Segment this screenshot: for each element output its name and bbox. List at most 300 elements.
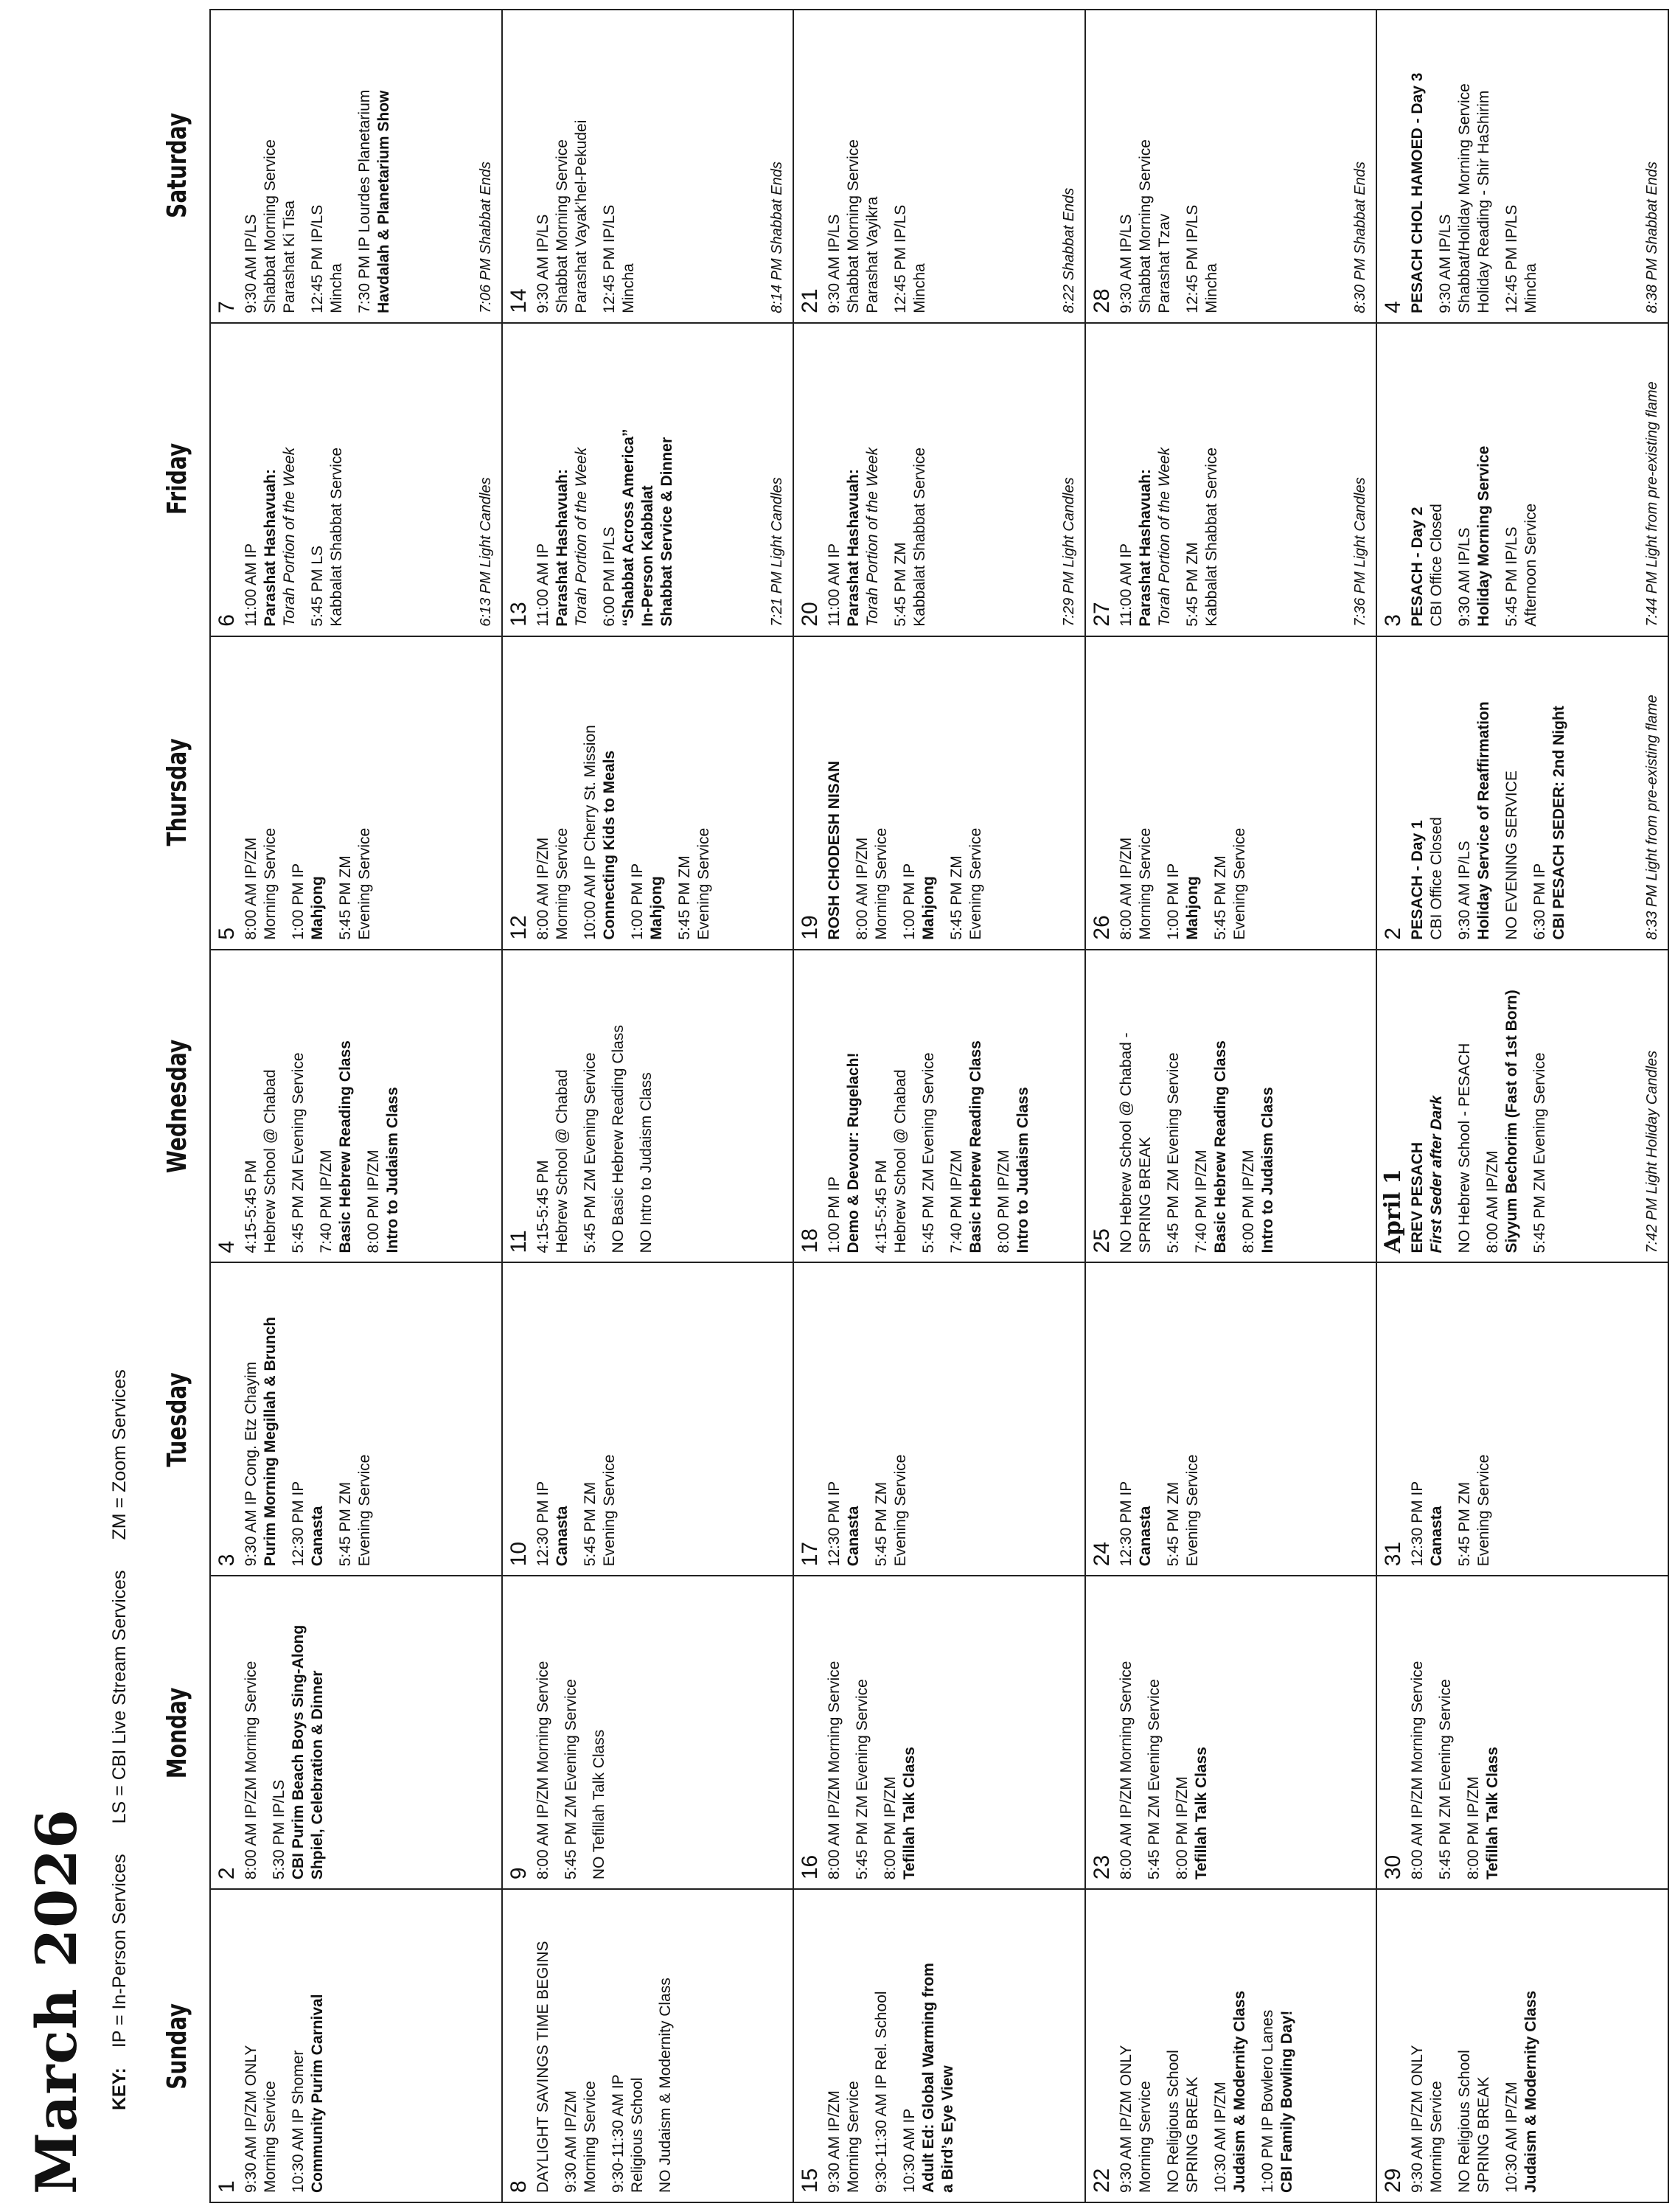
event-entry [1117, 958, 1155, 1253]
event-line: Mincha [1202, 263, 1220, 313]
event-line: Canasta [309, 1506, 326, 1567]
event-entry [825, 958, 863, 1253]
event-line: 11:00 AM IP [826, 543, 843, 627]
event-line: 9:30 AM IP/LS [243, 214, 260, 313]
day-cell [503, 322, 795, 636]
event-line: Morning Service [1428, 2081, 1446, 2193]
event-entry [534, 1584, 553, 1879]
event-line: 11:00 AM IP [1117, 543, 1135, 627]
event-line: 5:45 PM ZM [337, 1481, 354, 1567]
event-entry [1117, 644, 1155, 940]
event-line: 8:00 AM IP/ZM Morning Service [1409, 1660, 1427, 1880]
event-line: 5:45 PM ZM Evening Service [581, 1052, 599, 1253]
event-line: 5:45 PM ZM [337, 855, 354, 940]
event-entry [881, 1584, 919, 1879]
event-line: 8:00 PM IP/ZM [1239, 1150, 1257, 1253]
event-line: 10:30 AM IP [901, 2108, 919, 2193]
event-entry [825, 331, 882, 627]
event-line: Hebrew School @ Chabad [262, 1069, 279, 1253]
event-line: Morning Service [873, 827, 891, 940]
candle-time-note: 7:06 PM Shabbat Ends [477, 161, 494, 313]
event-line: Torah Portion of the Week [572, 447, 590, 627]
event-line: 5:45 PM ZM [892, 542, 910, 627]
event-entry [1455, 331, 1494, 627]
day-cell [794, 9, 1086, 322]
day-cell [1086, 1888, 1378, 2202]
event-entry [1117, 1897, 1155, 2193]
day-number: 23 [1089, 1854, 1114, 1880]
event-line: 8:00 PM IP/ZM [1173, 1776, 1191, 1880]
event-entry [289, 1270, 327, 1566]
event-entry [581, 644, 619, 940]
weekday-tuesday: Tuesday [161, 1371, 192, 1467]
day-number: 31 [1381, 1541, 1406, 1567]
event-entry [355, 18, 394, 313]
event-entry [609, 1897, 647, 2193]
event-line: Evening Service [356, 1454, 373, 1567]
event-entry [872, 1897, 891, 2193]
event-entry [242, 1897, 280, 2193]
event-entry [1436, 18, 1494, 313]
candle-time-note: 8:14 PM Shabbat Ends [769, 161, 786, 313]
event-entry [947, 644, 986, 940]
event-line: 5:45 PM ZM Evening Service [1437, 1679, 1455, 1880]
day-cell [211, 9, 503, 322]
day-cell [1377, 9, 1669, 322]
event-line: Parashat Hashavuah: [262, 469, 279, 627]
candle-time-note: 8:33 PM Light from pre-existing flame [1644, 695, 1660, 940]
event-entry [242, 644, 280, 940]
event-line: DAYLIGHT SAVINGS TIME BEGINS [534, 1941, 551, 2193]
event-line: 4:15-5:45 PM [534, 1160, 551, 1253]
event-entry [609, 958, 628, 1253]
event-entry [600, 18, 638, 313]
event-entry [637, 958, 656, 1253]
event-line: Adult Ed: Global Warming from [920, 1963, 938, 2193]
event-entry [825, 1897, 863, 2193]
day-cell [1377, 1888, 1669, 2202]
event-entry [825, 1584, 844, 1879]
event-line: Evening Service [1230, 827, 1248, 940]
event-line: NO Basic Hebrew Reading Class [609, 1025, 627, 1253]
event-line: Mincha [619, 263, 637, 313]
event-line: Mincha [1522, 263, 1540, 313]
event-line: Parashat Hashavuah: [553, 469, 571, 627]
day-number: 21 [798, 288, 823, 313]
event-entry [891, 331, 930, 627]
day-cell [1086, 636, 1378, 949]
event-line: Shabbat Morning Service [845, 139, 863, 313]
day-number: 14 [506, 288, 531, 313]
event-line: Evening Service [356, 827, 373, 940]
event-entry [1531, 644, 1569, 940]
event-entry [562, 1584, 581, 1879]
event-entry [1408, 1270, 1446, 1566]
weekday-sunday: Sunday [161, 2003, 192, 2090]
event-line: NO Hebrew School - PESACH [1456, 1043, 1474, 1253]
day-cell [211, 636, 503, 949]
event-entry [1531, 958, 1550, 1253]
event-line: 9:30 AM IP/LS [534, 214, 551, 313]
event-entry [581, 958, 600, 1253]
event-line: Basic Hebrew Reading Class [967, 1040, 985, 1253]
event-entry [1183, 331, 1222, 627]
event-entry [1455, 958, 1474, 1253]
day-number: 2 [215, 1867, 239, 1880]
event-line: Purim Morning Megillah & Brunch [262, 1316, 279, 1567]
event-line: 9:30 AM IP/LS [1437, 214, 1455, 313]
event-line: Kabbalat Shabbat Service [1202, 447, 1220, 627]
event-entry [336, 1270, 375, 1566]
event-line: 5:45 PM ZM Evening Service [854, 1679, 871, 1880]
event-line: 8:00 AM IP/ZM Morning Service [1117, 1660, 1135, 1880]
event-line: PESACH - Day 2 [1409, 507, 1427, 627]
event-line: Mahjong [1183, 876, 1201, 940]
event-entry [1436, 1584, 1455, 1879]
event-line: Mahjong [647, 876, 665, 940]
event-line: 1:00 PM IP [826, 1176, 843, 1253]
event-line: EREV PESACH [1409, 1141, 1427, 1253]
day-cell [1086, 1575, 1378, 1888]
event-line: Shabbat Morning Service [262, 139, 279, 313]
event-line: Kabbalat Shabbat Service [911, 447, 929, 627]
day-cell [794, 1888, 1086, 2202]
day-cell [211, 1575, 503, 1888]
event-line: 12:30 PM IP [826, 1481, 843, 1567]
event-entry [534, 644, 572, 940]
day-number: 28 [1089, 288, 1114, 313]
key-item-ip: IP = In-Person Services [109, 1854, 130, 2048]
event-entry [534, 331, 591, 627]
event-line: 8:00 AM IP/ZM [854, 837, 871, 940]
event-line: Tefillah Talk Class [1484, 1747, 1502, 1880]
event-line: 8:00 AM IP/ZM [1484, 1150, 1502, 1253]
candle-time-note: 8:30 PM Shabbat Ends [1352, 161, 1369, 313]
event-line: 9:30 AM IP Cong. Etz Chayim [243, 1361, 260, 1567]
day-cell [211, 1888, 503, 2202]
event-line: Intro to Judaism Class [1258, 1087, 1276, 1253]
event-line: Morning Service [845, 2081, 863, 2193]
event-entry [1183, 18, 1222, 313]
event-line: 7:40 PM IP/ZM [318, 1150, 335, 1253]
candle-time-note: 7:42 PM Light Holiday Candles [1644, 1050, 1660, 1253]
event-line: 10:30 AM IP/ZM [1211, 2081, 1229, 2193]
event-line: CBI Office Closed [1428, 504, 1446, 627]
day-number: 10 [506, 1541, 531, 1567]
day-number: 17 [798, 1541, 823, 1567]
event-line: 5:45 PM ZM [675, 855, 693, 940]
event-line: 11:00 AM IP [243, 543, 260, 627]
event-line: PESACH CHOL HAMOED - Day 3 [1409, 72, 1427, 313]
event-line: Shabbat/Holiday Morning Service [1456, 83, 1474, 313]
event-line: 8:00 PM IP/ZM [365, 1150, 382, 1253]
event-line: 1:00 PM IP [290, 863, 307, 940]
event-entry [1211, 644, 1250, 940]
day-cell [794, 1262, 1086, 1575]
event-line: 9:30 AM IP/ZM [826, 2090, 843, 2193]
event-line: Basic Hebrew Reading Class [337, 1040, 354, 1253]
event-line: 12:30 PM IP [534, 1481, 551, 1567]
event-line: Tefillah Talk Class [1192, 1747, 1210, 1880]
key-label: KEY: [109, 2067, 130, 2110]
event-line: 8:00 PM IP/ZM [995, 1150, 1013, 1253]
day-cell [794, 636, 1086, 949]
event-line: 5:45 PM ZM [1456, 1481, 1474, 1567]
event-line: 5:45 PM ZM [1164, 1481, 1182, 1567]
event-entry [317, 958, 355, 1253]
event-entry [853, 1584, 872, 1879]
day-cell [1377, 636, 1669, 949]
day-number: 9 [506, 1867, 531, 1880]
day-number: 30 [1381, 1854, 1406, 1880]
event-line: 7:40 PM IP/ZM [1192, 1150, 1210, 1253]
event-line: CBI Family Bowling Day! [1278, 2010, 1295, 2193]
event-line: “Shabbat Across America” [619, 428, 637, 627]
day-cell [503, 1888, 795, 2202]
event-line: 1:00 PM IP [1164, 863, 1182, 940]
event-line: In-Person Kabbalat [638, 485, 656, 627]
event-entry [581, 1270, 619, 1566]
event-line: 9:30-11:30 AM IP [609, 2074, 627, 2193]
event-line: 10:30 AM IP/ZM [1503, 2081, 1521, 2193]
weekday-wednesday: Wednesday [161, 1039, 192, 1173]
event-line: 12:30 PM IP [1117, 1481, 1135, 1567]
event-line: Intro to Judaism Class [1014, 1087, 1032, 1253]
day-cell [794, 949, 1086, 1262]
event-entry [1502, 331, 1541, 627]
event-line: SPRING BREAK [1475, 2076, 1493, 2193]
event-line: NO Hebrew School @ Chabad - [1117, 1032, 1135, 1253]
event-entry [656, 1897, 675, 2193]
event-entry [1408, 644, 1446, 940]
day-number: 22 [1089, 2168, 1114, 2193]
day-cell [1377, 949, 1669, 1262]
weekday-monday: Monday [161, 1687, 192, 1779]
event-line: 4:15-5:45 PM [873, 1160, 891, 1253]
day-cell [1377, 322, 1669, 636]
event-entry [1502, 644, 1522, 940]
event-line: Evening Service [600, 1454, 618, 1567]
event-line: Torah Portion of the Week [281, 447, 298, 627]
event-entry [1408, 331, 1446, 627]
event-line: NO Judaism & Modernity Class [656, 1978, 674, 2193]
event-line: Shabbat Service & Dinner [658, 437, 675, 627]
event-entry [853, 644, 891, 940]
event-line: 5:45 PM ZM [1183, 542, 1201, 627]
day-number: 5 [215, 927, 239, 940]
day-cell [211, 949, 503, 1262]
event-line: 7:30 PM IP Lourdes Planetarium [356, 89, 373, 313]
event-line: 6:00 PM IP/LS [600, 526, 618, 627]
event-entry [1408, 958, 1446, 1253]
event-line: Evening Service [1475, 1454, 1493, 1567]
event-line: Havdalah & Planetarium Show [375, 90, 392, 313]
event-entry [825, 18, 882, 313]
day-number: 4 [215, 1240, 239, 1253]
event-line: Shabbat Morning Service [1136, 139, 1154, 313]
event-entry [289, 958, 308, 1253]
event-line: Judaism & Modernity Class [1230, 1990, 1248, 2193]
event-entry [947, 958, 986, 1253]
event-line: Parashat Hashavuah: [1136, 469, 1154, 627]
event-entry [308, 18, 347, 313]
event-line: 9:30 AM IP/ZM [562, 2090, 579, 2193]
event-entry [364, 958, 403, 1253]
day-number: 16 [798, 1854, 823, 1880]
event-line: Afternoon Service [1522, 503, 1540, 627]
event-entry [900, 644, 939, 940]
event-line: Siyyum Bechorim (Fast of 1st Born) [1503, 990, 1521, 1253]
event-entry [1408, 1584, 1427, 1879]
day-number: April 1 [1380, 1169, 1407, 1253]
candle-time-note: 7:44 PM Light from pre-existing flame [1644, 381, 1660, 627]
event-line: Holiday Reading - Shir HaShirim [1475, 90, 1493, 313]
event-entry [1502, 18, 1541, 313]
event-line: Torah Portion of the Week [864, 447, 882, 627]
key-legend [109, 1344, 130, 2110]
event-line: 4:15-5:45 PM [243, 1160, 260, 1253]
day-cell [503, 1575, 795, 1888]
day-cell [503, 9, 795, 322]
event-line: 12:45 PM IP/LS [892, 204, 910, 313]
day-number: 19 [798, 915, 823, 940]
event-entry [270, 1584, 327, 1879]
event-line: 7:40 PM IP/ZM [948, 1150, 966, 1253]
event-line: 9:30 AM IP/LS [1117, 214, 1135, 313]
event-line: Morning Service [262, 2081, 279, 2193]
event-line: Mincha [911, 263, 929, 313]
event-entry [1502, 1897, 1541, 2193]
event-entry [825, 1270, 863, 1566]
event-line: 5:45 PM LS [309, 545, 326, 627]
event-entry [891, 18, 930, 313]
day-number: 11 [506, 1230, 531, 1253]
day-cell [211, 322, 503, 636]
day-number: 3 [1381, 614, 1406, 627]
candle-time-note: 7:29 PM Light Candles [1060, 477, 1077, 627]
event-entry [995, 958, 1033, 1253]
event-entry [919, 958, 939, 1253]
event-line: 9:30 AM IP/LS [826, 214, 843, 313]
calendar-grid [209, 9, 1669, 2203]
event-line: Canasta [845, 1506, 863, 1567]
event-line: Morning Service [262, 827, 279, 940]
event-entry [1117, 331, 1174, 627]
day-number: 4 [1381, 301, 1406, 313]
event-entry [242, 18, 299, 313]
event-line: 9:30 AM IP/LS [1456, 841, 1474, 940]
key-item-zm: ZM = Zoom Services [109, 1369, 130, 1540]
event-entry [1239, 958, 1278, 1253]
event-line: Parashat Vayikra [864, 196, 882, 313]
event-entry [289, 644, 327, 940]
event-line: 5:30 PM IP/LS [271, 1779, 288, 1880]
event-line: Judaism & Modernity Class [1522, 1990, 1540, 2193]
event-line: Basic Hebrew Reading Class [1211, 1040, 1229, 1253]
event-entry [534, 958, 572, 1253]
day-number: 2 [1381, 927, 1406, 940]
event-line: 1:00 PM IP Bowlero Lanes [1258, 2009, 1276, 2193]
event-entry [1117, 18, 1174, 313]
day-cell [503, 1262, 795, 1575]
event-line: Torah Portion of the Week [1155, 447, 1173, 627]
event-line: Parashat Ki Tisa [281, 200, 298, 313]
event-entry [1164, 958, 1183, 1253]
event-line: 6:30 PM IP [1531, 863, 1549, 940]
day-number: 25 [1089, 1228, 1114, 1253]
event-entry [1455, 1270, 1494, 1566]
event-line: Mahjong [920, 876, 938, 940]
event-line: NO Religious School [1456, 2050, 1474, 2193]
event-entry [242, 1584, 261, 1879]
event-entry [1408, 18, 1427, 313]
event-line: NO Tefillah Talk Class [590, 1729, 607, 1880]
event-line: 5:45 PM ZM [948, 855, 966, 940]
weekday-thursday: Thursday [161, 738, 192, 846]
candle-time-note: 7:21 PM Light Candles [769, 477, 786, 627]
event-line: Holiday Service of Reaffirmation [1475, 701, 1493, 940]
event-line: 12:30 PM IP [1409, 1481, 1427, 1567]
event-line: 5:45 PM ZM [581, 1481, 599, 1567]
day-number: 6 [215, 614, 239, 627]
event-line: 8:00 AM IP/ZM [1117, 837, 1135, 940]
event-line: Evening Service [694, 827, 712, 940]
event-entry [1117, 1584, 1136, 1879]
event-line: Tefillah Talk Class [901, 1747, 919, 1880]
event-line: 8:00 PM IP/ZM [882, 1776, 899, 1880]
event-line: 9:30 AM IP/ZM ONLY [243, 2045, 260, 2193]
event-line: 9:30 AM IP/ZM ONLY [1117, 2045, 1135, 2193]
event-entry [872, 958, 910, 1253]
day-cell [1086, 1262, 1378, 1575]
day-cell [1377, 1262, 1669, 1575]
weekday-friday: Friday [161, 443, 192, 515]
event-entry [289, 1897, 327, 2193]
event-entry [1173, 1584, 1211, 1879]
day-number: 18 [798, 1228, 823, 1253]
day-number: 27 [1089, 602, 1114, 627]
event-entry [600, 331, 677, 627]
day-number: 24 [1089, 1541, 1114, 1567]
day-number: 26 [1089, 915, 1114, 940]
event-line: Parashat Tzav [1155, 213, 1173, 313]
day-number: 1 [215, 2180, 239, 2193]
event-entry [534, 18, 591, 313]
event-entry [675, 644, 714, 940]
event-line: Hebrew School @ Chabad [553, 1069, 571, 1253]
event-entry [590, 1584, 609, 1879]
event-entry [825, 644, 844, 940]
event-line: 5:45 PM IP/LS [1503, 526, 1521, 627]
day-cell [211, 1262, 503, 1575]
day-number: 20 [798, 602, 823, 627]
event-entry [1211, 1897, 1250, 2193]
event-line: Parashat Vayak’hel-Pekudei [572, 119, 590, 313]
event-line: 12:45 PM IP/LS [600, 204, 618, 313]
event-line: Community Purim Carnival [309, 1994, 326, 2193]
event-line: 5:45 PM ZM [1211, 855, 1229, 940]
event-entry [1117, 1270, 1155, 1566]
event-line: SPRING BREAK [1136, 1136, 1154, 1253]
event-line: 1:00 PM IP [901, 863, 919, 940]
page-title: March 2026 [24, 1809, 89, 2194]
day-number: 12 [506, 915, 531, 940]
day-cell [503, 949, 795, 1262]
event-line: Connecting Kids to Meals [600, 750, 618, 940]
day-number: 13 [506, 602, 531, 627]
event-line: 5:45 PM ZM Evening Service [290, 1052, 307, 1253]
event-entry [1192, 958, 1230, 1253]
